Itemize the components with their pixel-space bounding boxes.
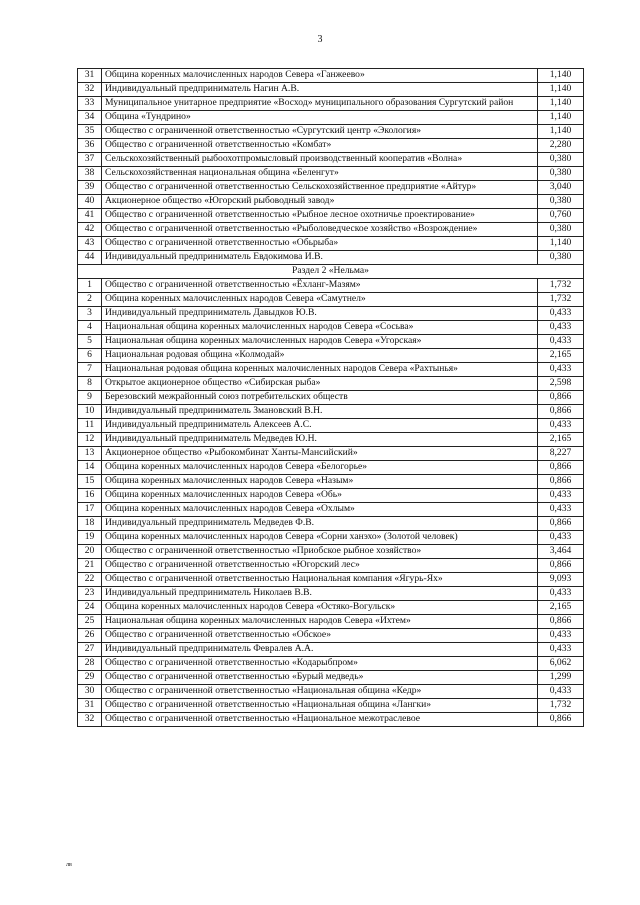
- table-row: [78, 545, 584, 559]
- row-value: 1,140: [538, 125, 584, 139]
- row-name: Общество с ограниченной ответственностью «Обьрыба»: [102, 237, 538, 251]
- row-number: 8: [78, 377, 102, 391]
- row-name: Муниципальное унитарное предприятие «Восход» муниципального образования Сургутский район: [102, 97, 538, 111]
- row-number: 11: [78, 419, 102, 433]
- table-row: [78, 195, 584, 209]
- row-value: 2,165: [538, 349, 584, 363]
- row-name: Индивидуальный предприниматель Евдокимова И.В.: [102, 251, 538, 265]
- row-number: 41: [78, 209, 102, 223]
- table-row: [78, 657, 584, 671]
- table-row: [78, 251, 584, 265]
- row-name: Община коренных малочисленных народов Севера «Охлым»: [102, 503, 538, 517]
- row-value: 3,040: [538, 181, 584, 195]
- row-value: 0,866: [538, 517, 584, 531]
- row-value: 0,433: [538, 531, 584, 545]
- row-name: Индивидуальный предприниматель Нагин А.В.: [102, 83, 538, 97]
- row-name: Национальная община коренных малочисленных народов Севера «Ихтем»: [102, 615, 538, 629]
- section-2-header-body: [78, 265, 584, 279]
- row-value: 2,280: [538, 139, 584, 153]
- row-value: 3,464: [538, 545, 584, 559]
- quota-table: [77, 68, 584, 727]
- row-value: 0,760: [538, 209, 584, 223]
- table-row: [78, 237, 584, 251]
- row-value: 1,140: [538, 111, 584, 125]
- table-row: [78, 223, 584, 237]
- row-number: 36: [78, 139, 102, 153]
- row-value: 0,866: [538, 615, 584, 629]
- row-number: 31: [78, 699, 102, 713]
- row-value: 1,732: [538, 279, 584, 293]
- row-name: Индивидуальный предприниматель Медведев Ю.Н.: [102, 433, 538, 447]
- row-value: 0,866: [538, 475, 584, 489]
- row-name: Акционерное общество «Югорский рыбоводный завод»: [102, 195, 538, 209]
- row-value: 0,433: [538, 503, 584, 517]
- row-name: Община коренных малочисленных народов Севера «Сорни ханэхо» (Золотой человек): [102, 531, 538, 545]
- row-value: 0,433: [538, 685, 584, 699]
- row-name: Общество с ограниченной ответственностью «Обское»: [102, 629, 538, 643]
- row-value: 1,140: [538, 97, 584, 111]
- row-number: 10: [78, 405, 102, 419]
- row-name: Общество с ограниченной ответственностью «Национальная община «Лангки»: [102, 699, 538, 713]
- row-number: 9: [78, 391, 102, 405]
- row-number: 19: [78, 531, 102, 545]
- table-row: [78, 419, 584, 433]
- row-number: 1: [78, 279, 102, 293]
- footer-mark: лв: [66, 862, 72, 868]
- table-row: [78, 489, 584, 503]
- table-row: [78, 559, 584, 573]
- row-name: Общество с ограниченной ответственностью «Рыболоведческое хозяйство «Возрождение»: [102, 223, 538, 237]
- row-value: 6,062: [538, 657, 584, 671]
- row-number: 39: [78, 181, 102, 195]
- row-value: 0,380: [538, 153, 584, 167]
- table-row: [78, 111, 584, 125]
- row-name: Индивидуальный предприниматель Алексеев А.С.: [102, 419, 538, 433]
- table-row: [78, 629, 584, 643]
- row-name: Община коренных малочисленных народов Севера «Остяко-Вогульск»: [102, 601, 538, 615]
- row-name: Община коренных малочисленных народов Севера «Самутнел»: [102, 293, 538, 307]
- row-number: 6: [78, 349, 102, 363]
- row-name: Индивидуальный предприниматель Николаев В.В.: [102, 587, 538, 601]
- row-number: 21: [78, 559, 102, 573]
- table-row: [78, 181, 584, 195]
- table-row: [78, 69, 584, 83]
- table-row: [78, 97, 584, 111]
- table-row: [78, 167, 584, 181]
- row-number: 15: [78, 475, 102, 489]
- row-value: 0,866: [538, 405, 584, 419]
- table-row: [78, 363, 584, 377]
- section-2-body: [78, 279, 584, 727]
- row-name: Общество с ограниченной ответственностью «Приобское рыбное хозяйство»: [102, 545, 538, 559]
- row-name: Общество с ограниченной ответственностью Сельскохозяйственное предприятие «Айтур»: [102, 181, 538, 195]
- row-name: Общество с ограниченной ответственностью «Комбат»: [102, 139, 538, 153]
- row-name: Индивидуальный предприниматель Медведев Ф.В.: [102, 517, 538, 531]
- row-number: 28: [78, 657, 102, 671]
- row-value: 0,866: [538, 713, 584, 727]
- table-row: [78, 601, 584, 615]
- row-number: 18: [78, 517, 102, 531]
- page-number: 3: [317, 34, 323, 45]
- row-name: Общество с ограниченной ответственностью «Бурый медведь»: [102, 671, 538, 685]
- row-number: 38: [78, 167, 102, 181]
- section-1-body: [78, 69, 584, 265]
- row-value: 1,732: [538, 293, 584, 307]
- row-value: 0,433: [538, 629, 584, 643]
- row-value: 1,732: [538, 699, 584, 713]
- row-value: 0,433: [538, 363, 584, 377]
- table-row: [78, 139, 584, 153]
- table-row: [78, 573, 584, 587]
- row-value: 1,140: [538, 83, 584, 97]
- row-name: Акционерное общество «Рыбокомбинат Ханты-Мансийский»: [102, 447, 538, 461]
- row-number: 44: [78, 251, 102, 265]
- row-value: 0,433: [538, 419, 584, 433]
- table-row: [78, 699, 584, 713]
- row-value: 1,140: [538, 69, 584, 83]
- row-value: 2,598: [538, 377, 584, 391]
- table-row: [78, 83, 584, 97]
- table-row: [78, 209, 584, 223]
- row-number: 30: [78, 685, 102, 699]
- row-number: 12: [78, 433, 102, 447]
- row-value: 1,299: [538, 671, 584, 685]
- table-row: [78, 713, 584, 727]
- table-row: [78, 615, 584, 629]
- row-number: 33: [78, 97, 102, 111]
- row-name: Сельскохозяйственная национальная община «Беленгут»: [102, 167, 538, 181]
- table-row: [78, 335, 584, 349]
- row-value: 0,433: [538, 643, 584, 657]
- table-row: [78, 587, 584, 601]
- row-number: 20: [78, 545, 102, 559]
- row-number: 42: [78, 223, 102, 237]
- table-row: [78, 517, 584, 531]
- table-row: [78, 433, 584, 447]
- row-name: Общество с ограниченной ответственностью «Рыбное лесное охотничье проектирование»: [102, 209, 538, 223]
- row-number: 4: [78, 321, 102, 335]
- row-name: Открытое акционерное общество «Сибирская рыба»: [102, 377, 538, 391]
- row-name: Общество с ограниченной ответственностью «Сургутский центр «Экология»: [102, 125, 538, 139]
- row-value: 0,866: [538, 461, 584, 475]
- row-name: Национальная община коренных малочисленных народов Севера «Сосьва»: [102, 321, 538, 335]
- row-value: 0,380: [538, 167, 584, 181]
- row-name: Индивидуальный предприниматель Змановский В.Н.: [102, 405, 538, 419]
- row-value: 0,380: [538, 195, 584, 209]
- row-number: 17: [78, 503, 102, 517]
- row-value: 0,433: [538, 335, 584, 349]
- row-name: Индивидуальный предприниматель Февралев А.А.: [102, 643, 538, 657]
- table-row: [78, 377, 584, 391]
- table-row: [78, 349, 584, 363]
- row-number: 25: [78, 615, 102, 629]
- row-value: 0,380: [538, 223, 584, 237]
- row-number: 22: [78, 573, 102, 587]
- row-number: 5: [78, 335, 102, 349]
- row-number: 34: [78, 111, 102, 125]
- table-row: [78, 447, 584, 461]
- row-number: 7: [78, 363, 102, 377]
- row-value: 0,866: [538, 391, 584, 405]
- row-number: 43: [78, 237, 102, 251]
- table-row: [78, 279, 584, 293]
- row-value: 9,093: [538, 573, 584, 587]
- row-value: 1,140: [538, 237, 584, 251]
- row-value: 0,433: [538, 321, 584, 335]
- row-value: 2,165: [538, 601, 584, 615]
- row-name: Община коренных малочисленных народов Севера «Белогорье»: [102, 461, 538, 475]
- row-number: 26: [78, 629, 102, 643]
- table-row: [78, 461, 584, 475]
- row-name: Индивидуальный предприниматель Давыдков Ю.В.: [102, 307, 538, 321]
- row-number: 3: [78, 307, 102, 321]
- row-name: Общество с ограниченной ответственностью «Ёхланг-Мазям»: [102, 279, 538, 293]
- row-number: 14: [78, 461, 102, 475]
- row-number: 32: [78, 713, 102, 727]
- row-name: Общество с ограниченной ответственностью Национальная компания «Ягурь-Ях»: [102, 573, 538, 587]
- table-row: [78, 503, 584, 517]
- row-number: 27: [78, 643, 102, 657]
- row-value: 2,165: [538, 433, 584, 447]
- table-row: [78, 321, 584, 335]
- section-2-title: Раздел 2 «Нельма»: [78, 265, 584, 279]
- row-name: Сельскохозяйственный рыбоохотпромысловый производственный кооператив «Волна»: [102, 153, 538, 167]
- table-row: [78, 125, 584, 139]
- row-number: 24: [78, 601, 102, 615]
- row-number: 32: [78, 83, 102, 97]
- row-name: Национальная родовая община «Колмодай»: [102, 349, 538, 363]
- row-number: 35: [78, 125, 102, 139]
- row-number: 23: [78, 587, 102, 601]
- row-name: Березовский межрайонный союз потребительских обществ: [102, 391, 538, 405]
- table-row: [78, 153, 584, 167]
- row-name: Общество с ограниченной ответственностью «Национальная община «Кедр»: [102, 685, 538, 699]
- row-value: 0,433: [538, 587, 584, 601]
- row-value: 0,380: [538, 251, 584, 265]
- row-name: Общество с ограниченной ответственностью «Кодарыбпром»: [102, 657, 538, 671]
- table-row: [78, 531, 584, 545]
- row-number: 13: [78, 447, 102, 461]
- row-name: Национальная община коренных малочисленных народов Севера «Угорская»: [102, 335, 538, 349]
- table-row: [78, 671, 584, 685]
- row-name: Община коренных малочисленных народов Севера «Назым»: [102, 475, 538, 489]
- row-name: Община «Тундрино»: [102, 111, 538, 125]
- row-value: 8,227: [538, 447, 584, 461]
- table-row: [78, 405, 584, 419]
- table-row: [78, 685, 584, 699]
- row-number: 40: [78, 195, 102, 209]
- row-name: Община коренных малочисленных народов Севера «Обь»: [102, 489, 538, 503]
- row-name: Национальная родовая община коренных малочисленных народов Севера «Рахтынья»: [102, 363, 538, 377]
- section-header-row: [78, 265, 584, 279]
- row-name: Община коренных малочисленных народов Севера «Ганжеево»: [102, 69, 538, 83]
- row-value: 0,433: [538, 489, 584, 503]
- row-number: 2: [78, 293, 102, 307]
- table-row: [78, 475, 584, 489]
- row-value: 0,866: [538, 559, 584, 573]
- table-row: [78, 643, 584, 657]
- row-number: 37: [78, 153, 102, 167]
- row-value: 0,433: [538, 307, 584, 321]
- row-number: 16: [78, 489, 102, 503]
- row-name: Общество с ограниченной ответственностью «Югорский лес»: [102, 559, 538, 573]
- table-row: [78, 293, 584, 307]
- row-name: Общество с ограниченной ответственностью «Национальное межотраслевое: [102, 713, 538, 727]
- row-number: 29: [78, 671, 102, 685]
- row-number: 31: [78, 69, 102, 83]
- table-row: [78, 391, 584, 405]
- table-row: [78, 307, 584, 321]
